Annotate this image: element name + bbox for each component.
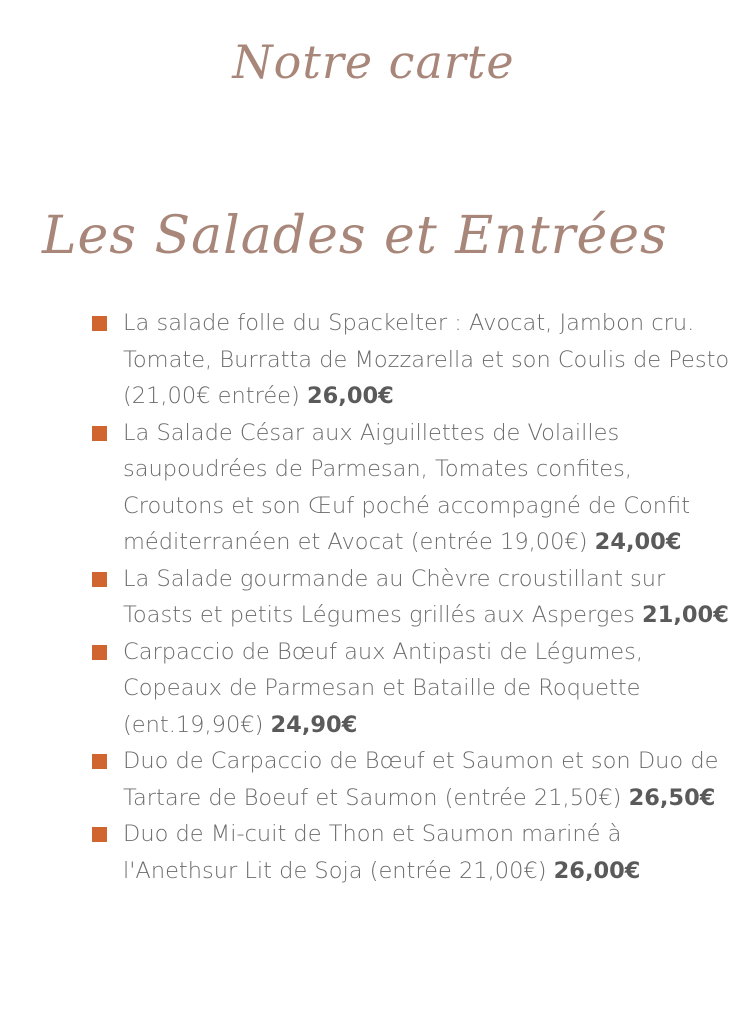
item-price: 26,50€ <box>628 784 716 811</box>
item-price: 24,00€ <box>594 529 682 555</box>
menu-item <box>92 305 732 415</box>
item-price: 26,00€ <box>553 857 641 884</box>
square-bullet-icon <box>92 426 107 441</box>
item-description: La Salade gourmande au Chèvre croustillant sur Toasts et petits Légumes grillés aux Asperges <box>123 565 666 628</box>
square-bullet-icon <box>92 754 107 769</box>
square-bullet-icon <box>92 316 107 331</box>
item-description: La Salade César aux Aiguillettes de Volailles saupoudrées de Parmesan, Tomates confites, Croutons et son Œuf poché accompagné de Confit méditerranéen et Avocat (entrée 19,00€) <box>123 419 691 555</box>
menu-item <box>92 561 732 634</box>
menu-item <box>92 816 732 889</box>
menu-list <box>92 305 732 889</box>
item-description: La salade folle du Spackelter : Avocat, Jambon cru. Tomate, Burratta de Mozzarella et son Coulis de Pesto (21,00€ entrée) <box>123 310 730 409</box>
item-description: Carpaccio de Bœuf aux Antipasti de Légumes, Copeaux de Parmesan et Bataille de Roquette (ent.19,90€) <box>123 638 644 738</box>
item-price: 26,00€ <box>306 383 394 409</box>
square-bullet-icon <box>92 572 107 587</box>
item-description: Duo de Carpaccio de Bœuf et Saumon et son Duo de Tartare de Boeuf et Saumon (entrée 21,50€) <box>123 748 719 811</box>
square-bullet-icon <box>92 827 107 842</box>
menu-item <box>92 743 732 816</box>
menu-item <box>92 415 732 561</box>
item-description: Duo de Mi-cuit de Thon et Saumon mariné à l'Anethsur Lit de Soja (entrée 21,00€) <box>123 821 622 884</box>
item-price: 21,00€ <box>642 602 729 628</box>
square-bullet-icon <box>92 645 107 660</box>
item-price: 24,90€ <box>270 711 358 738</box>
menu-item <box>92 634 732 744</box>
section-title: Les Salades et Entrées <box>42 206 668 266</box>
page-title: Notre carte <box>232 35 515 89</box>
